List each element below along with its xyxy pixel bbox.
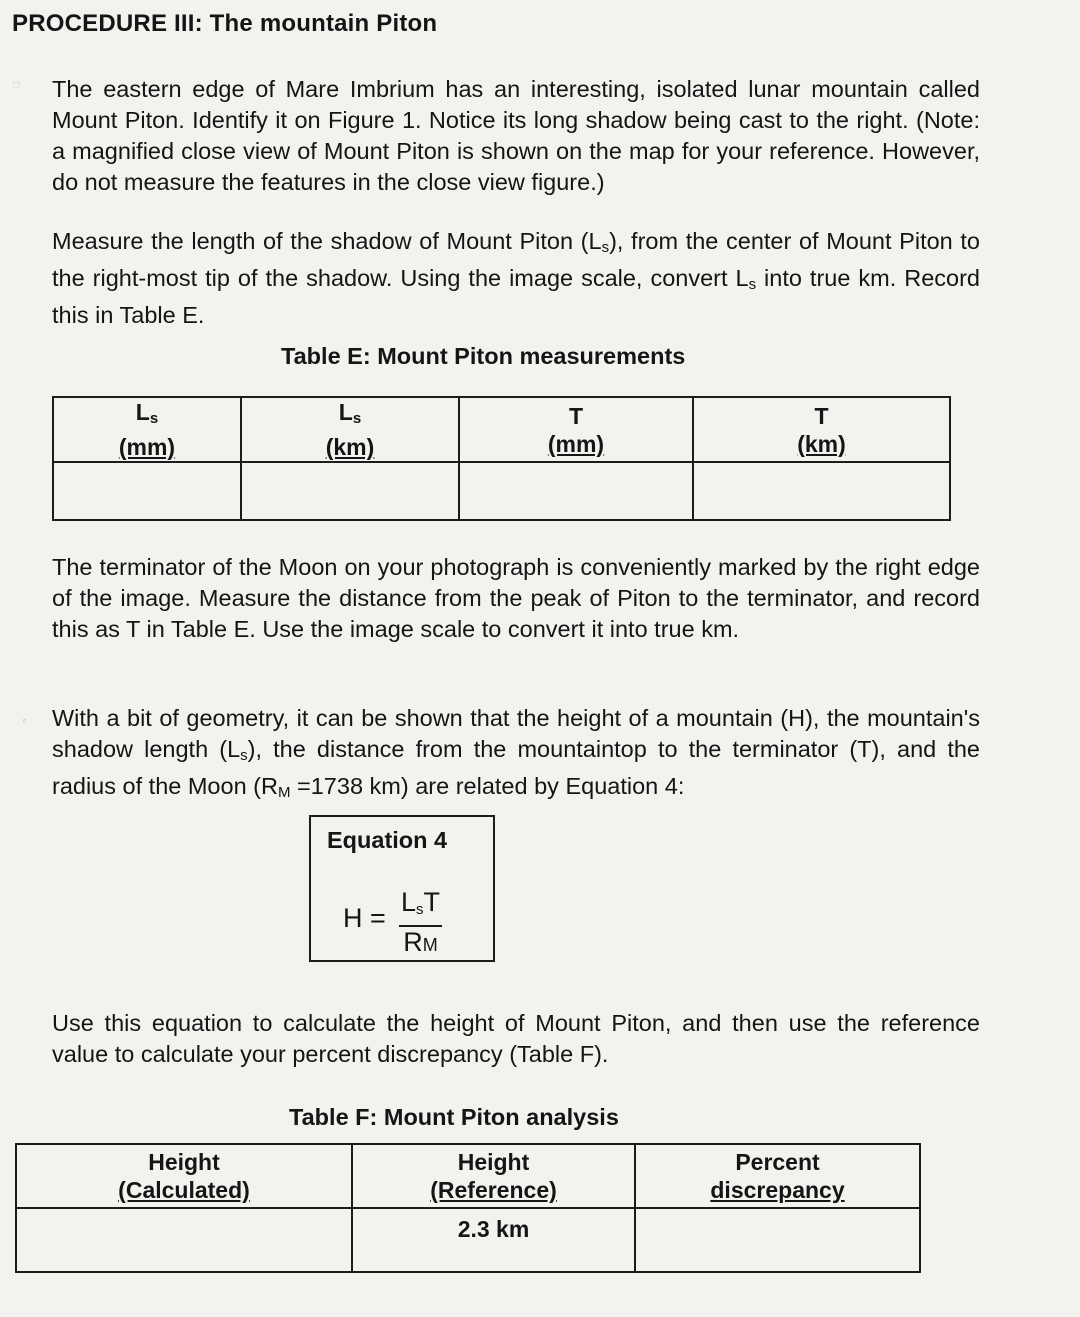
para4-text-a: With a bit of geometry, it can be shown that the height of a mountain (H), the mountain's shadow length (L [52,705,980,762]
table-e-input-row [53,462,950,520]
margin-mark: ◌ [12,76,21,92]
para2-text-c: into true km. Record this in Table E. [52,265,980,328]
table-f-input-row [16,1208,920,1272]
equation-fraction [399,887,442,960]
table-f-header-cell: Percent discrepancy [635,1144,920,1208]
ls-km-cell[interactable] [241,462,459,520]
procedure-heading: PROCEDURE III: The mountain Piton [12,10,438,37]
table-e-header-row [53,397,950,462]
para2-sub-2: s [748,276,757,293]
table-f-caption: Table F: Mount Piton analysis [289,1104,619,1130]
equation-denominator: RM [403,927,438,957]
para4-text-b: ), the distance from the mountaintop to the terminator (T), and the radius of the Moon (R [52,736,980,799]
equation-lhs: H = [343,903,386,933]
terminator-paragraph: The terminator of the Moon on your photograph is conveniently marked by the right edge of the image. Measure the distance from the peak of Piton to the terminator, and record this as T in Table E. Use the image scale to convert it into true km. [52,554,980,642]
table-e-header-cell: T (km) [693,397,950,462]
para4-sub-2: M [277,784,291,801]
para2-text-b: ), from the center of Mount Piton to the right-most tip of the shadow. Using the image scale, convert L [52,228,980,291]
para2-text-a: Measure the length of the shadow of Mount Piton (L [52,228,602,254]
table-f-header-cell: Height (Calculated) [16,1144,352,1208]
equation-title: Equation 4 [327,827,448,853]
height-reference-cell: 2.3 km [352,1208,635,1272]
para2-sub-1: s [601,239,610,256]
ls-mm-cell[interactable] [53,462,241,520]
para4-text-c: =1738 km) are related by Equation 4: [290,773,685,799]
table-e-header-cell: $L_s$ (km) [241,397,459,462]
t-km-cell[interactable] [693,462,950,520]
height-calculated-cell[interactable] [16,1208,352,1272]
table-e-caption: Table E: Mount Piton measurements [281,343,686,369]
table-e-header-cell: T (mm) [459,397,693,462]
margin-mark: ◦ [22,712,27,728]
intro-paragraph: The eastern edge of Mare Imbrium has an interesting, isolated lunar mountain called Mount Piton. Identify it on Figure 1. Notice its long shadow being cast to the right. (Note: a magnified close view of Mount Piton is shown on the map for your reference. However, do not measure the features in the close view figure.) [52,76,980,195]
geometry-paragraph [52,703,980,808]
table-e-header-cell: $L_s$ (mm) [53,397,241,462]
table-f-header-row [16,1144,920,1208]
equation-box [309,815,495,962]
table-f [15,1143,921,1273]
shadow-measure-paragraph [52,226,980,331]
calculate-paragraph: Use this equation to calculate the height of Mount Piton, and then use the reference value to calculate your percent discrepancy (Table F). [52,1010,980,1067]
t-mm-cell[interactable] [459,462,693,520]
table-f-header-cell: Height (Reference) [352,1144,635,1208]
percent-discrepancy-cell[interactable] [635,1208,920,1272]
table-e [52,396,951,521]
equation-numerator: $L_sT$ [399,887,442,927]
para4-sub-1: s [240,747,248,764]
